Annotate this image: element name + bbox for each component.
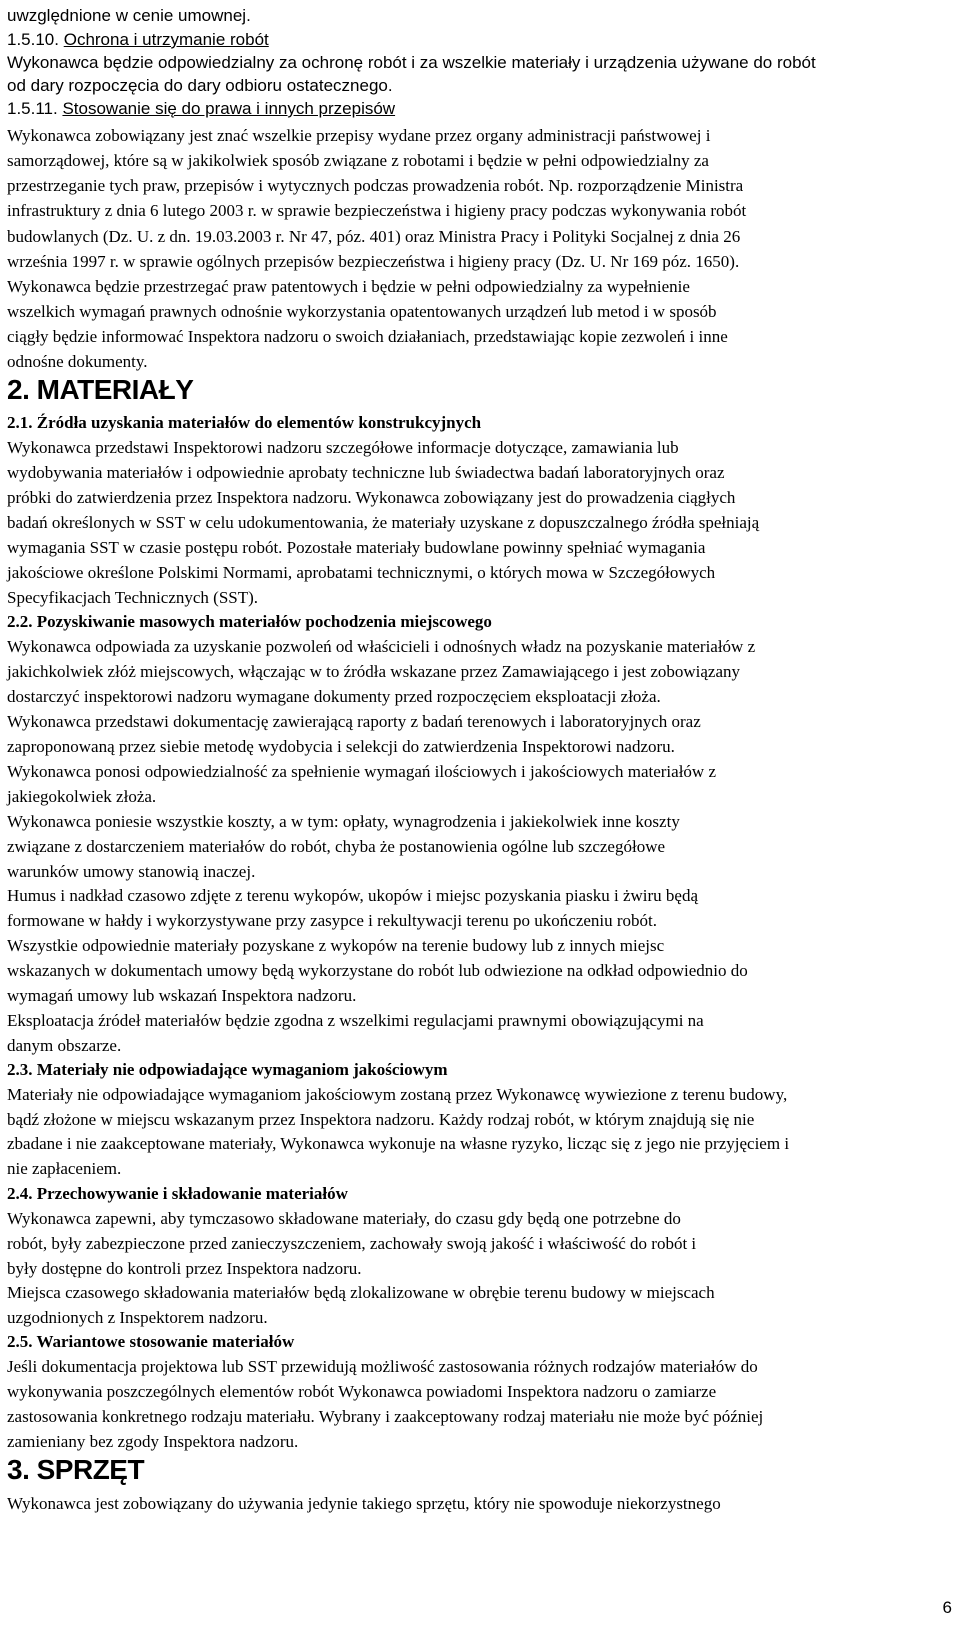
text-line: warunków umowy stanowią inaczej. <box>7 862 256 881</box>
text-line: 1.5.10. Ochrona i utrzymanie robót <box>7 30 269 49</box>
text-line: dostarczyć inspektorowi nadzoru wymagane dokumenty przed rozpoczęciem eksploatacji złoża. <box>7 687 661 706</box>
text-line: budowlanych (Dz. U. z dn. 19.03.2003 r. Nr 47, póz. 401) oraz Ministra Pracy i Polityki Socjalnej z dnia 26 <box>7 227 741 246</box>
text-line: odnośne dokumenty. <box>7 352 148 371</box>
text-line: września 1997 r. w sprawie ogólnych przepisów bezpieczeństwa i higieny pracy (Dz. U. Nr 169 póz. 1650). <box>7 252 740 271</box>
text-line: wymagania SST w czasie postępu robót. Pozostałe materiały budowlane powinny spełniać wymagania <box>7 538 706 557</box>
text-line: ciągły będzie informować Inspektora nadzoru o swoich działaniach, przedstawiając kopie zezwoleń i inne <box>7 327 728 346</box>
chapter-heading: 3. SPRZĘT <box>7 1454 145 1485</box>
chapter-heading: 2. MATERIAŁY <box>7 374 194 405</box>
section-heading: 2.5. Wariantowe stosowanie materiałów <box>7 1332 295 1351</box>
text-line: Wykonawca przedstawi Inspektorowi nadzoru szczegółowe informacje dotyczące, zamawiania lub <box>7 438 679 457</box>
text-line: Specyfikacjach Technicznych (SST). <box>7 588 259 607</box>
text-line: Wykonawca będzie odpowiedzialny za ochronę robót i za wszelkie materiały i urządzenia używane do robót <box>7 53 816 72</box>
text-line: uzgodnionych z Inspektorem nadzoru. <box>7 1308 268 1327</box>
text-line: wykonywania poszczególnych elementów robót Wykonawca powiadomi Inspektora nadzoru o zamiarze <box>7 1382 717 1401</box>
text-line: zamieniany bez zgody Inspektora nadzoru. <box>7 1432 299 1451</box>
text-line: uwzględnione w cenie umownej. <box>7 6 251 25</box>
text-line: Jeśli dokumentacja projektowa lub SST przewidują możliwość zastosowania różnych rodzajów materiałów do <box>7 1357 758 1376</box>
underlined-title: Ochrona i utrzymanie robót <box>63 30 269 49</box>
text-line: jakichkolwiek złóż miejscowych, włączając w to źródła wskazane przez Zamawiającego i jest zobowiązany <box>7 662 741 681</box>
text-line: 1.5.11. Stosowanie się do prawa i innych przepisów <box>7 99 396 118</box>
text-line: związane z dostarczeniem materiałów do robót, chyba że postanowienia ogólne lub szczegółowe <box>7 837 666 856</box>
text-line: próbki do zatwierdzenia przez Inspektora nadzoru. Wykonawca zobowiązany jest do prowadzenia ciągłych <box>7 488 736 507</box>
text-line: danym obszarze. <box>7 1036 122 1055</box>
text-line: infrastruktury z dnia 6 lutego 2003 r. w sprawie bezpieczeństwa i higieny pracy podczas wykonywania robót <box>7 201 747 220</box>
text-line: Humus i nadkład czasowo zdjęte z terenu wykopów, ukopów i miejsc pozyskania piasku i żwiru będą <box>7 886 698 905</box>
text-line: przestrzeganie tych praw, przepisów i wytycznych podczas prowadzenia robót. Np. rozporządzenie Ministra <box>7 176 744 195</box>
text-line: badań określonych w SST w celu udokumentowania, że materiały uzyskane z dopuszczalnego źródła spełniają <box>7 513 760 532</box>
text-line: zaproponowaną przez siebie metodę wydobycia i selekcji do zatwierdzenia Inspektorowi nadzoru. <box>7 737 675 756</box>
page-number: 6 <box>942 1598 952 1617</box>
text-line: bądź złożone w miejscu wskazanym przez Inspektora nadzoru. Każdy rodzaj robót, w którym znajdują się nie <box>7 1110 755 1129</box>
underlined-title: Stosowanie się do prawa i innych przepisów <box>62 99 396 118</box>
text-line: Wykonawca jest zobowiązany do używania jedynie takiego sprzętu, który nie spowoduje niekorzystnego <box>7 1494 721 1513</box>
text-line: zbadane i nie zaakceptowane materiały, Wykonawca wykonuje na własne ryzyko, licząc się z jego nie przyjęciem i <box>7 1134 790 1153</box>
section-heading: 2.4. Przechowywanie i składowanie materiałów <box>7 1184 348 1203</box>
text-line: Wykonawca będzie przestrzegać praw patentowych i będzie w pełni odpowiedzialny za wypełnienie <box>7 277 690 296</box>
text-line: od dary rozpoczęcia do dary odbioru ostatecznego. <box>7 76 393 95</box>
text-line: samorządowej, które są w jakikolwiek sposób związane z robotami i będzie w pełni odpowiedzialny za <box>7 151 709 170</box>
text-line: jakiegokolwiek złoża. <box>7 787 157 806</box>
text-line: Materiały nie odpowiadające wymaganiom jakościowym zostaną przez Wykonawcę wywiezione z terenu budowy, <box>7 1085 788 1104</box>
text-line: wszelkich wymagań prawnych odnośnie wykorzystania opatentowanych urządzeń lub metod i w sposób <box>7 302 717 321</box>
text-line: wskazanych w dokumentach umowy będą wykorzystane do robót lub odwiezione na odkład odpowiednio do <box>7 961 748 980</box>
text-line: Wykonawca poniesie wszystkie koszty, a w tym: opłaty, wynagrodzenia i jakiekolwiek inne koszty <box>7 812 680 831</box>
text-line: Wykonawca zobowiązany jest znać wszelkie przepisy wydane przez organy administracji państwowej i <box>7 126 711 145</box>
text-line: zastosowania konkretnego rodzaju materiału. Wybrany i zaakceptowany rodzaj materiału nie może być później <box>7 1407 764 1426</box>
text-line: wydobywania materiałów i odpowiednie aprobaty techniczne lub świadectwa badań laboratoryjnych oraz <box>7 463 725 482</box>
section-heading: 2.1. Źródła uzyskania materiałów do elementów konstrukcyjnych <box>7 413 482 432</box>
text-line: Wszystkie odpowiednie materiały pozyskane z wykopów na terenie budowy lub z innych miejsc <box>7 936 665 955</box>
text-line: Wykonawca odpowiada za uzyskanie pozwoleń od właścicieli i odnośnych władz na pozyskanie materiałów z <box>7 637 756 656</box>
text-line: Wykonawca przedstawi dokumentację zawierającą raporty z badań terenowych i laboratoryjnych oraz <box>7 712 701 731</box>
text-line: wymagań umowy lub wskazań Inspektora nadzoru. <box>7 986 357 1005</box>
text-line: były dostępne do kontroli przez Inspektora nadzoru. <box>7 1259 362 1278</box>
section-heading: 2.2. Pozyskiwanie masowych materiałów pochodzenia miejscowego <box>7 612 492 631</box>
text-line: jakościowe określone Polskimi Normami, aprobatami technicznymi, o których mowa w Szczegółowych <box>7 563 716 582</box>
text-line: Eksploatacja źródeł materiałów będzie zgodna z wszelkimi regulacjami prawnymi obowiązującymi na <box>7 1011 704 1030</box>
text-line: robót, były zabezpieczone przed zanieczyszczeniem, zachowały swoją jakość i właściwość do robót i <box>7 1234 697 1253</box>
text-line: nie zapłaceniem. <box>7 1159 122 1178</box>
text-line: Wykonawca ponosi odpowiedzialność za spełnienie wymagań ilościowych i jakościowych materiałów z <box>7 762 716 781</box>
text-line: Wykonawca zapewni, aby tymczasowo składowane materiały, do czasu gdy będą one potrzebne do <box>7 1209 681 1228</box>
text-line: formowane w hałdy i wykorzystywane przy zasypce i rekultywacji terenu po ukończeniu robót. <box>7 911 658 930</box>
section-heading: 2.3. Materiały nie odpowiadające wymaganiom jakościowym <box>7 1060 448 1079</box>
text-line: Miejsca czasowego składowania materiałów będą zlokalizowane w obrębie terenu budowy w miejscach <box>7 1283 715 1302</box>
